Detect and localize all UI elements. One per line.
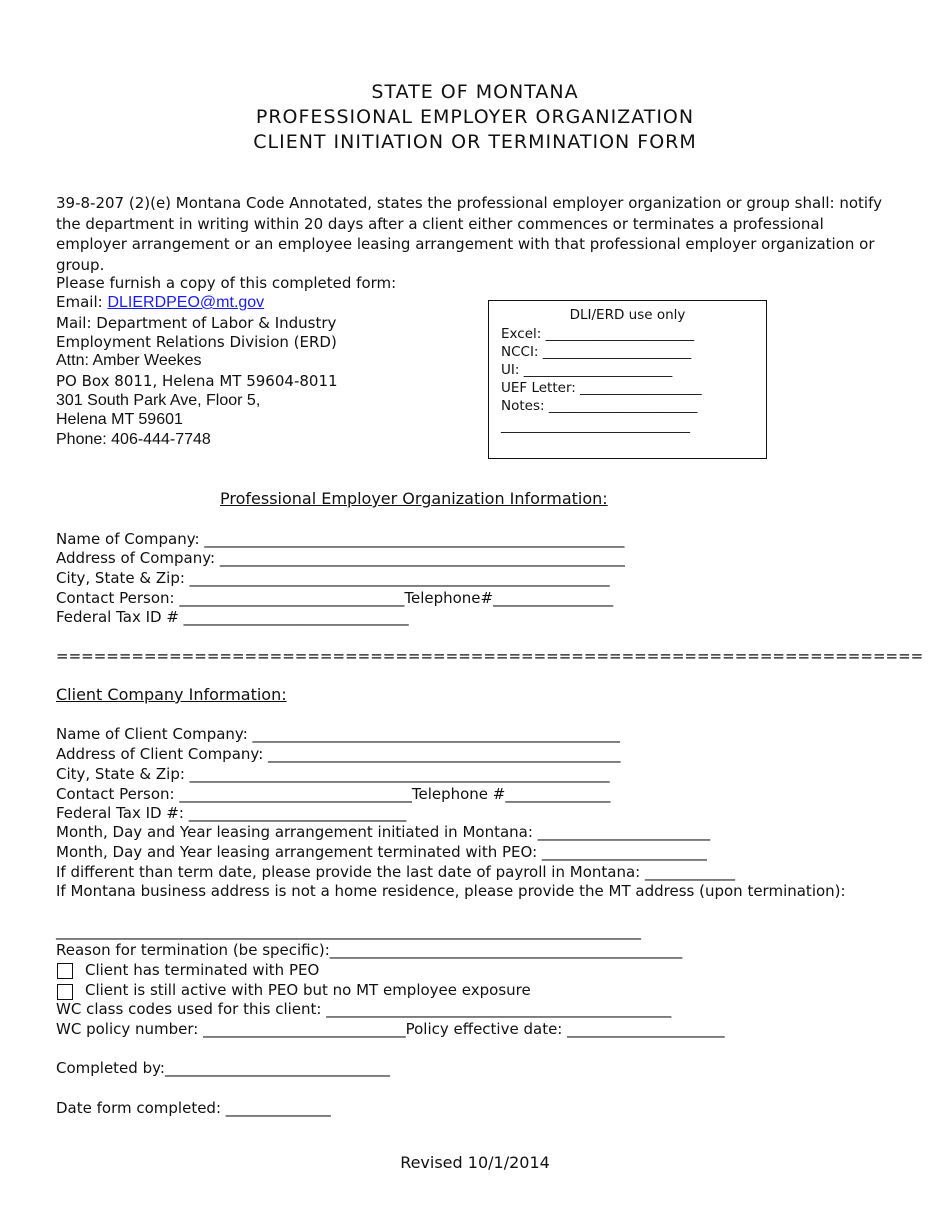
terminated-with-peo-checkbox[interactable] [57,963,73,979]
peo-section-heading: Professional Employer Organization Information: [220,489,608,508]
revision-footer: Revised 10/1/2014 [400,1153,550,1172]
wc-policy-field[interactable]: WC policy number: ___________________________Policy effective date: _____________________ [56,1020,725,1038]
client-section-heading: Client Company Information: [56,685,287,704]
division-line: Employment Relations Division (ERD) [56,333,337,351]
ncci-field[interactable]: NCCI: ______________________ [501,344,692,360]
still-active-checkbox[interactable] [57,984,73,1000]
last-payroll-date-field[interactable]: If different than term date, please provide the last date of payroll in Montana: ____________ [56,863,735,881]
section-divider: ===================================================================== [56,647,924,665]
mail-line: Mail: Department of Labor & Industry [56,314,337,332]
email-line [56,292,264,313]
street-line: 301 South Park Ave, Floor 5, [56,392,261,409]
city-line: Helena MT 59601 [56,411,183,428]
email-label: Email: [56,293,108,311]
uef-letter-field[interactable]: UEF Letter: __________________ [501,380,702,396]
notes-field[interactable]: Notes: ______________________ [501,398,698,414]
date-completed-field[interactable]: Date form completed: ______________ [56,1099,331,1117]
mt-address-instruction: If Montana business address is not a home residence, please provide the MT address (upon termination): [56,882,846,900]
form-title-line2: PROFESSIONAL EMPLOYER ORGANIZATION [255,106,695,128]
peo-federal-tax-id-field[interactable]: Federal Tax ID # ______________________________ [56,608,409,626]
office-use-title: DLI/ERD use only [569,307,686,323]
terminated-with-peo-label: Client has terminated with PEO [85,961,320,979]
peo-company-address-field[interactable]: Address of Company: ______________________________________________________ [56,549,625,567]
form-title-line1: STATE OF MONTANA [371,81,579,103]
furnish-instruction: Please furnish a copy of this completed form: [56,274,397,292]
excel-field[interactable]: Excel: ______________________ [501,326,695,342]
client-company-name-field[interactable]: Name of Client Company: _________________________________________________ [56,725,621,743]
client-company-address-field[interactable]: Address of Client Company: _______________________________________________ [56,745,621,763]
client-contact-telephone-field[interactable]: Contact Person: _______________________________Telephone #______________ [56,785,611,803]
initiated-date-field[interactable]: Month, Day and Year leasing arrangement initiated in Montana: _______________________ [56,823,711,841]
intro-paragraph: 39-8-207 (2)(e) Montana Code Annotated, states the professional employer organization or group shall: notify the department in writing within 20 days after a client either commences or terminates a professional employer arrangement or an employee leasing arrangement with that professional employer organization or group. [56,194,882,274]
client-city-state-zip-field[interactable]: City, State & Zip: ________________________________________________________ [56,765,610,783]
wc-class-codes-field[interactable]: WC class codes used for this client: ______________________________________________ [56,1000,672,1018]
peo-city-state-zip-field[interactable]: City, State & Zip: ________________________________________________________ [56,569,610,587]
attn-line: Attn: Amber Weekes [56,352,202,369]
ui-field[interactable]: UI: ______________________ [501,362,673,378]
peo-company-name-field[interactable]: Name of Company: ________________________________________________________ [56,530,625,548]
po-box-line: PO Box 8011, Helena MT 59604-8011 [56,372,338,390]
form-title-line3: CLIENT INITIATION OR TERMINATION FORM [253,131,697,153]
termination-reason-field[interactable]: Reason for termination (be specific):_______________________________________________ [56,941,683,959]
office-use-box [488,300,767,459]
email-link[interactable]: DLIERDPEO@mt.gov [107,294,265,311]
phone-line: Phone: 406-444-7748 [56,431,211,448]
notes-continuation-line[interactable]: ____________________________ [501,418,690,434]
completed-by-field[interactable]: Completed by:______________________________ [56,1059,390,1077]
client-federal-tax-id-field[interactable]: Federal Tax ID #: _____________________________ [56,804,407,822]
mt-address-field[interactable]: ______________________________________________________________________________ [56,922,641,940]
still-active-label: Client is still active with PEO but no MT employee exposure [85,981,531,999]
peo-contact-telephone-field[interactable]: Contact Person: ______________________________Telephone#________________ [56,589,614,607]
terminated-date-field[interactable]: Month, Day and Year leasing arrangement terminated with PEO: ______________________ [56,843,707,861]
